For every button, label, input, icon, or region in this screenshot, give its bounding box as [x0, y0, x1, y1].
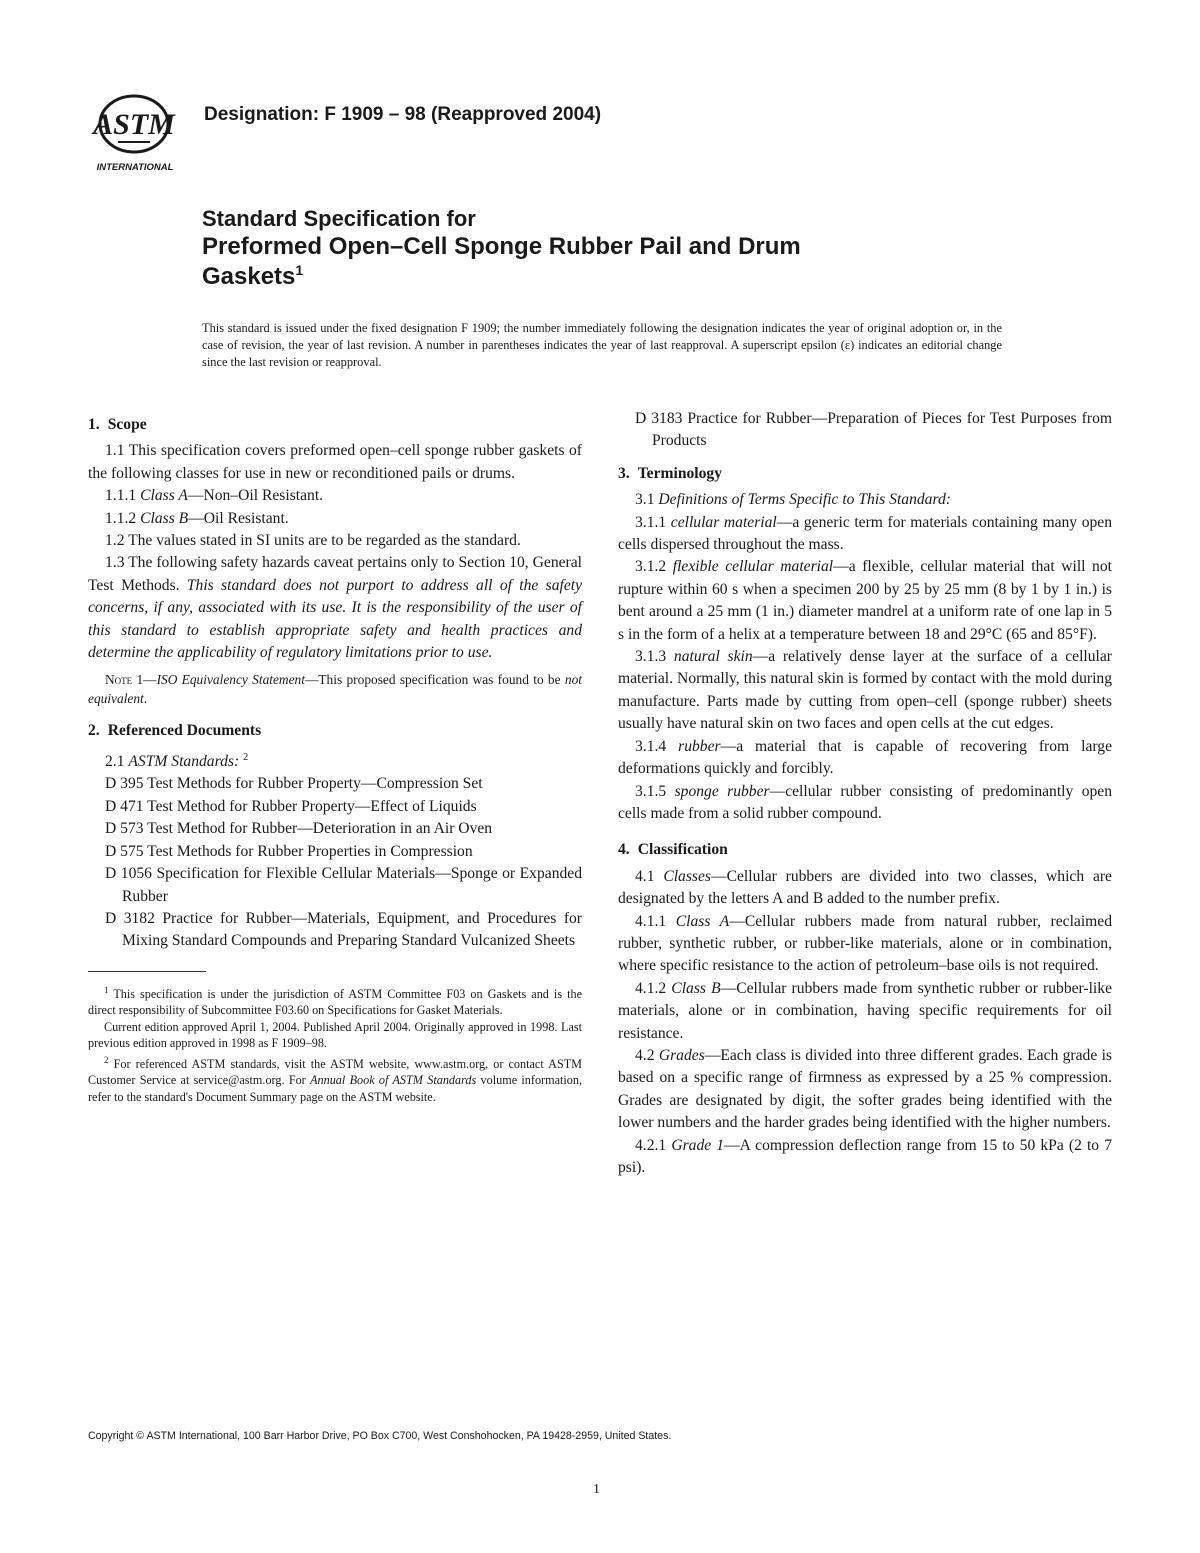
- issued-note: This standard is issued under the fixed designation F 1909; the number immediately following the designation indicates the year of original adoption or, in the case of revision, the year of last revision. A number in parentheses indicates the year of last reapproval. A superscript epsilon (ε) indicates an editorial change since the last revision or reapproval.: [202, 321, 1002, 369]
- section-heading-scope: 1. Scope: [88, 416, 147, 433]
- astm-logo: [88, 92, 188, 174]
- definition-3-1-5: 3.1.5 sponge rubber—cellular rubber consisting of predominantly open cells made from a solid rubber compound.: [618, 782, 1113, 822]
- reference-list-continued: [618, 408, 1112, 453]
- paragraph-1-3: 1.3 The following safety hazards caveat pertains only to Section 10, General Test Methods. This standard does not purport to address all of the safety concerns, if any, associated with its use. It is the responsibility of the user of this standard to establish appropriate safety and health practices and determine the applicability of regulatory limitations prior to use.: [88, 554, 582, 662]
- title-footnote-mark: 1: [295, 262, 304, 278]
- reference-item: D 573 Test Method for Rubber—Deterioration in an Air Oven: [105, 820, 493, 838]
- section-heading-referenced: 2. Referenced Documents: [88, 722, 262, 740]
- reference-item: D 395 Test Methods for Rubber Property—Compression Set: [105, 775, 483, 793]
- title-line-1: Standard Specification for: [202, 206, 476, 231]
- paragraph-1-1: 1.1 This specification covers preformed open–cell sponge rubber gaskets of the following classes for use in new or reconditioned pails or drums.: [88, 442, 582, 482]
- footnote-1: $^1$ This specification is under the jurisdiction of ASTM Committee F03 on Gaskets and is the direct responsibility of Subcommittee F03.60 on Specifications for Gasket Materials.: [88, 984, 582, 1018]
- footnote-divider: [88, 971, 206, 972]
- paragraph-4-2: 4.2 Grades—Each class is divided into three different grades. Each grade is based on a specific range of firmness as expressed by a 25 % compression. Grades are designated by digit, the softer grades being identified with the lower numbers and the harder grades being identified with the higher numbers.: [618, 1046, 1112, 1132]
- definition-3-1-1: 3.1.1 cellular material—a generic term for materials containing many open cells dispersed throughout the mass.: [618, 513, 1113, 554]
- footnote-1-edition: Current edition approved April 1, 2004. Published April 2004. Originally approved in 1998. Last previous edition approved in 1998 as F 1909–98.: [88, 1019, 582, 1051]
- page-number: 1: [593, 1482, 600, 1497]
- reference-item: D 575 Test Methods for Rubber Properties in Compression: [105, 842, 473, 860]
- title-line-2: Preformed Open–Cell Sponge Rubber Pail and Drum: [202, 233, 801, 260]
- paragraph-4-2-1: 4.2.1 Grade 1—A compression deflection range from 15 to 50 kPa (2 to 7 psi).: [618, 1136, 1113, 1176]
- section-heading-terminology: 3. Terminology: [618, 464, 723, 482]
- footnote-2: $^2$ For referenced ASTM standards, visit the ASTM website, www.astm.org, or contact ASTM Customer Service at service@astm.org. For Annual Book of ASTM Standards volume information, refer to the standard's Document Summary page on the ASTM website.: [88, 1054, 583, 1104]
- document-title: [202, 205, 1102, 292]
- logo-text: ASTM: [93, 108, 175, 141]
- paragraph-1-2: 1.2 The values stated in SI units are to be regarded as the standard.: [105, 532, 521, 550]
- logo-subtext: INTERNATIONAL: [96, 162, 174, 173]
- paragraph-1-1-1: 1.1.1 Class A—Non–Oil Resistant.: [105, 487, 324, 505]
- paragraph-1-1-2: 1.1.2 Class B—Oil Resistant.: [105, 509, 289, 527]
- title-line-3: Gaskets$^1$: [202, 262, 304, 290]
- paragraph-4-1-1: 4.1.1 Class A—Cellular rubbers made from natural rubber, reclaimed rubber, synthetic rubber, or rubber-like materials, alone or in combination, where specific resistance to the action of petroleum–base oils is not required.: [618, 912, 1113, 975]
- paragraph-3-1: 3.1 Definitions of Terms Specific to This Standard:: [635, 491, 951, 509]
- reference-item: D 3182 Practice for Rubber—Materials, Equipment, and Procedures for Mixing Standard Compounds and Preparing Standard Vulcanized Sheets: [105, 909, 582, 950]
- reference-list: [88, 773, 582, 952]
- paragraph-2-1: 2.1 ASTM Standards: $^2$: [105, 751, 249, 771]
- paragraph-4-1-2: 4.1.2 Class B—Cellular rubbers made from synthetic rubber or rubber-like materials, alone or in combination, having specific requirements for oil resistance.: [618, 979, 1112, 1042]
- definition-3-1-3: 3.1.3 natural skin—a relatively dense layer at the surface of a cellular material. Normally, this natural skin is formed by contact with the mold during manufacture. Parts made by cutting from open–cell (sponge rubber) sheets usually have natural skin on two faces and open cells at the cut edges.: [618, 648, 1112, 733]
- reference-item: D 471 Test Method for Rubber Property—Effect of Liquids: [105, 797, 477, 815]
- definition-3-1-4: 3.1.4 rubber—a material that is capable of recovering from large deformations quickly and forcibly.: [618, 737, 1112, 778]
- left-column: [88, 408, 582, 1105]
- reference-item: D 3183 Practice for Rubber—Preparation of Pieces for Test Purposes from Products: [635, 410, 1112, 450]
- copyright-notice: Copyright © ASTM International, 100 Barr Harbor Drive, PO Box C700, West Conshohocken, PA 19428-2959, United States.: [88, 1430, 672, 1442]
- note-1: Note 1—ISO Equivalency Statement—This proposed specification was found to be not equivalent.: [88, 672, 583, 707]
- paragraph-4-1: 4.1 Classes—Cellular rubbers are divided into two classes, which are designated by the letters A and B added to the number prefix.: [618, 867, 1112, 908]
- reference-item: D 1056 Specification for Flexible Cellular Materials—Sponge or Expanded Rubber: [105, 865, 582, 905]
- definition-3-1-2: 3.1.2 flexible cellular material—a flexible, cellular material that will not rupture within 60 s when a specimen 200 by 25 by 25 mm (8 by 1 by 1 in.) is bent around a 25 mm (1 in.) diameter mandrel at a uniform rate of one lap in 5 s in the form of a helix at a temperature between 18 and 29°C (65 and 85°F).: [618, 558, 1112, 643]
- designation: Designation: F 1909 – 98 (Reapproved 2004): [204, 104, 602, 125]
- right-column: [618, 408, 1112, 1179]
- section-heading-classification: 4. Classification: [618, 841, 728, 859]
- astm-logo-icon: [88, 92, 188, 174]
